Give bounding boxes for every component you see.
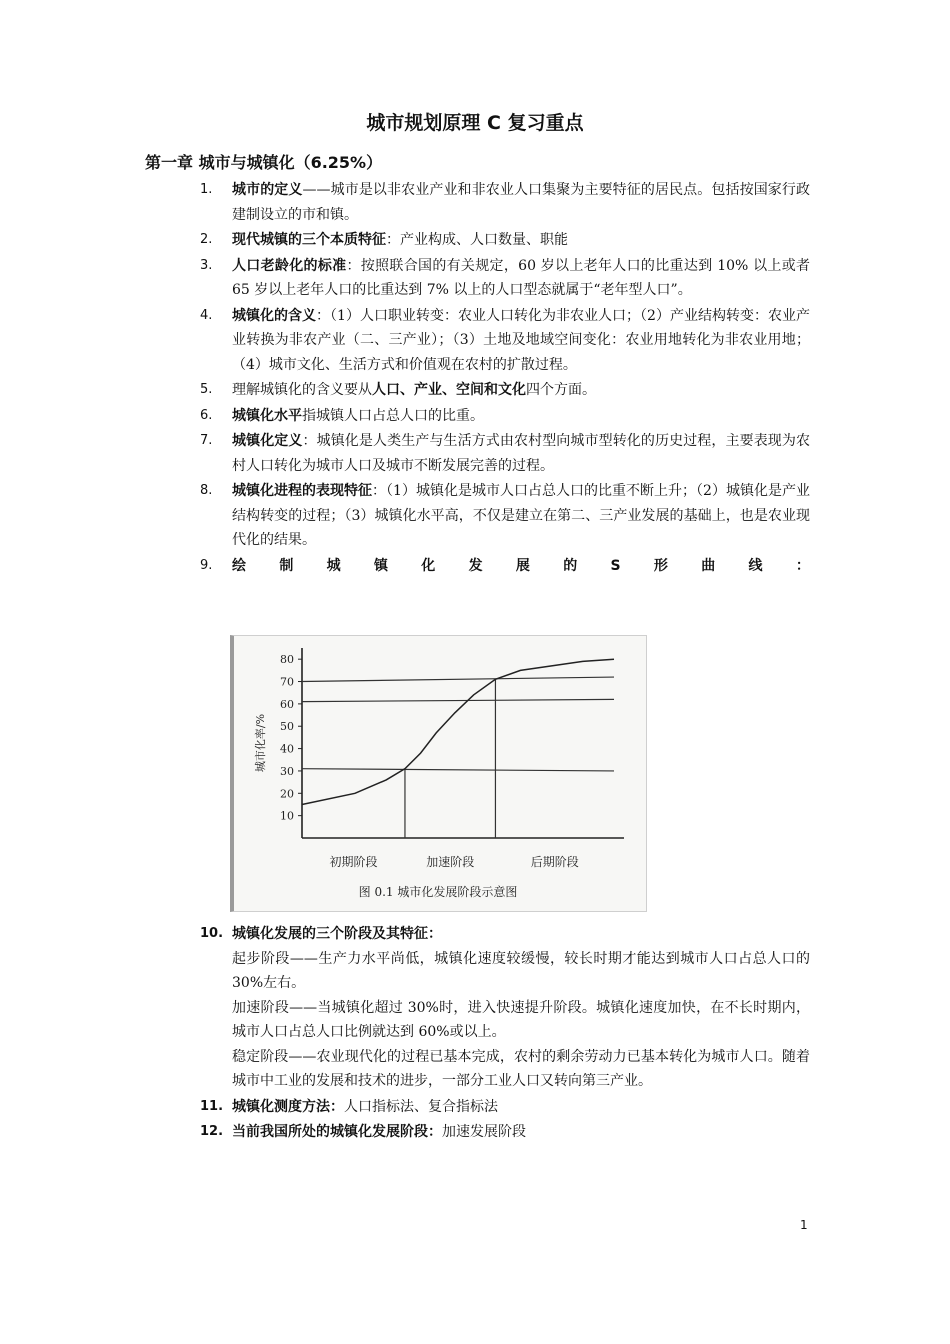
item-text: ：城镇化是人类生产与生活方式由农村型向城市型转化的历史过程，主要表现为农村人口转化为城市人口及城市不断发展完善的过程。 — [232, 433, 810, 474]
spread-char: 绘 — [232, 557, 246, 574]
urbanization-s-curve-chart — [234, 636, 642, 909]
spread-char: 化 — [421, 557, 436, 574]
list-item — [200, 922, 810, 1094]
spread-char: 形 — [653, 557, 668, 574]
y-tick-label: 20 — [280, 787, 294, 801]
list-item — [200, 1095, 810, 1120]
item-text: 指城镇人口占总人口的比重。 — [302, 407, 484, 424]
item-text: 加速发展阶段 — [442, 1124, 526, 1140]
item-text: ：（1）城镇化是城市人口占总人口的比重不断上升；（2）城镇化是产业结构转变的过程；（3）城镇化水平高，不仅是建立在第二、三产业发展的基础上，也是农业现代化的结果。 — [232, 483, 810, 548]
list-item — [200, 554, 810, 579]
list-item — [200, 429, 810, 478]
item-key: 城镇化定义 — [232, 433, 303, 449]
y-tick-label: 80 — [280, 653, 294, 667]
spread-char: 展 — [515, 557, 530, 574]
item-key: 当前我国所处的城镇化发展阶段： — [232, 1124, 442, 1140]
spread-char: ： — [795, 557, 810, 574]
item-number: 8. — [200, 483, 213, 498]
item-text: ——城市是以非农业产业和非农业人口集聚为主要特征的居民点。包括按国家行政建制设立的市和镇。 — [232, 182, 811, 223]
item-text: ：产业构成、人口数量、职能 — [386, 232, 568, 248]
y-tick-label: 60 — [280, 697, 294, 711]
list-item — [200, 228, 810, 253]
item-key: 城镇化进程的表现特征 — [232, 483, 373, 499]
reference-line — [302, 677, 614, 681]
reference-line — [302, 769, 614, 771]
spread-char: 镇 — [373, 557, 388, 574]
item-number: 10. — [200, 926, 224, 941]
item-prefix: 理解城镇化的含义要从 — [232, 382, 372, 398]
stage-label: 加速阶段 — [426, 855, 475, 869]
spread-char: 的 — [563, 557, 578, 574]
item-key: 城镇化测度方法： — [232, 1098, 344, 1115]
chapter-heading: 第一章 城市与城镇化（6.25%） — [145, 153, 383, 172]
item-number: 4. — [200, 307, 213, 323]
stage-paragraph: 起步阶段——生产力水平尚低，城镇化速度较缓慢，较长时期才能达到城市人口占总人口的 30%左右。 — [232, 950, 810, 991]
item-number: 3. — [200, 257, 213, 273]
key-points-list — [200, 178, 810, 579]
item-text: 人口指标法、复合指标法 — [344, 1098, 498, 1115]
item9-spread-title — [232, 554, 810, 579]
item-number: 11. — [200, 1098, 224, 1114]
document-title: 城市规划原理 C 复习重点 — [366, 112, 584, 134]
spread-char: S — [610, 557, 621, 574]
item-key: 人口老龄化的标准 — [232, 257, 347, 274]
spread-char: 线 — [748, 557, 763, 574]
y-tick-label: 70 — [280, 675, 294, 689]
item-key: 城镇化发展的三个阶段及其特征： — [232, 926, 442, 942]
list-item — [200, 1120, 810, 1145]
stage-paragraph: 稳定阶段——农业现代化的过程已基本完成，农村的剩余劳动力已基本转化为城市人口。随着城市中工业的发展和技术的进步，一部分工业人口又转向第三产业。 — [232, 1048, 810, 1089]
item-number: 1. — [200, 182, 213, 197]
list-item — [200, 404, 810, 429]
item-number: 6. — [200, 407, 213, 423]
item-key: 人口、产业、空间和文化 — [372, 382, 526, 398]
page-number: 1 — [800, 1218, 808, 1232]
list-item — [200, 254, 810, 303]
item-number: 7. — [200, 433, 213, 448]
spread-char: 发 — [468, 557, 483, 574]
urbanization-stage-figure — [230, 635, 647, 912]
item-text: ：按照联合国的有关规定，60 岁以上老年人口的比重达到 10% 以上或者 65 岁以上老年人口的比重达到 7% 以上的人口型态就属于“老年型人口”。 — [232, 257, 811, 298]
key-points-list-continued — [200, 922, 810, 1146]
figure-caption: 图 0.1 城市化发展阶段示意图 — [358, 885, 518, 899]
item-number: 9. — [200, 557, 213, 573]
item-key: 城市的定义 — [232, 182, 303, 198]
item-key: 现代城镇的三个本质特征 — [232, 232, 386, 248]
list-item — [200, 178, 810, 227]
spread-char: 曲 — [701, 557, 716, 574]
item-number: 5. — [200, 382, 213, 397]
list-item — [200, 304, 810, 378]
stage-label: 初期阶段 — [329, 855, 378, 869]
y-tick-label: 30 — [280, 764, 294, 778]
stage-label: 后期阶段 — [530, 855, 579, 869]
item-text: 四个方面。 — [526, 382, 596, 398]
spread-char: 城 — [326, 557, 341, 574]
item-number: 12. — [200, 1124, 224, 1139]
item-number: 2. — [200, 232, 213, 247]
stage-paragraph: 加速阶段——当城镇化超过 30%时，进入快速提升阶段。城镇化速度加快，在不长时期内，城市人口占总人口比例就达到 60%或以上。 — [232, 999, 810, 1040]
item-key: 城镇化的含义 — [232, 307, 317, 324]
y-axis-label: 城市化率/% — [254, 713, 267, 773]
spread-char: 制 — [279, 557, 294, 574]
item-text: ：（1）人口职业转变：农业人口转化为非农业人口；（2）产业结构转变：农业产业转换为非农产业（二、三产业）；（3）土地及地域空间变化：农业用地转化为非农业用地；（4）城市文化、生活方式和价值观在农村的扩散过程。 — [232, 307, 811, 373]
y-tick-label: 10 — [280, 809, 294, 823]
list-item — [200, 378, 810, 403]
list-item — [200, 479, 810, 553]
item-key: 城镇化水平 — [232, 407, 302, 424]
y-tick-label: 50 — [280, 720, 294, 734]
y-tick-label: 40 — [280, 742, 294, 756]
reference-line — [302, 699, 614, 701]
